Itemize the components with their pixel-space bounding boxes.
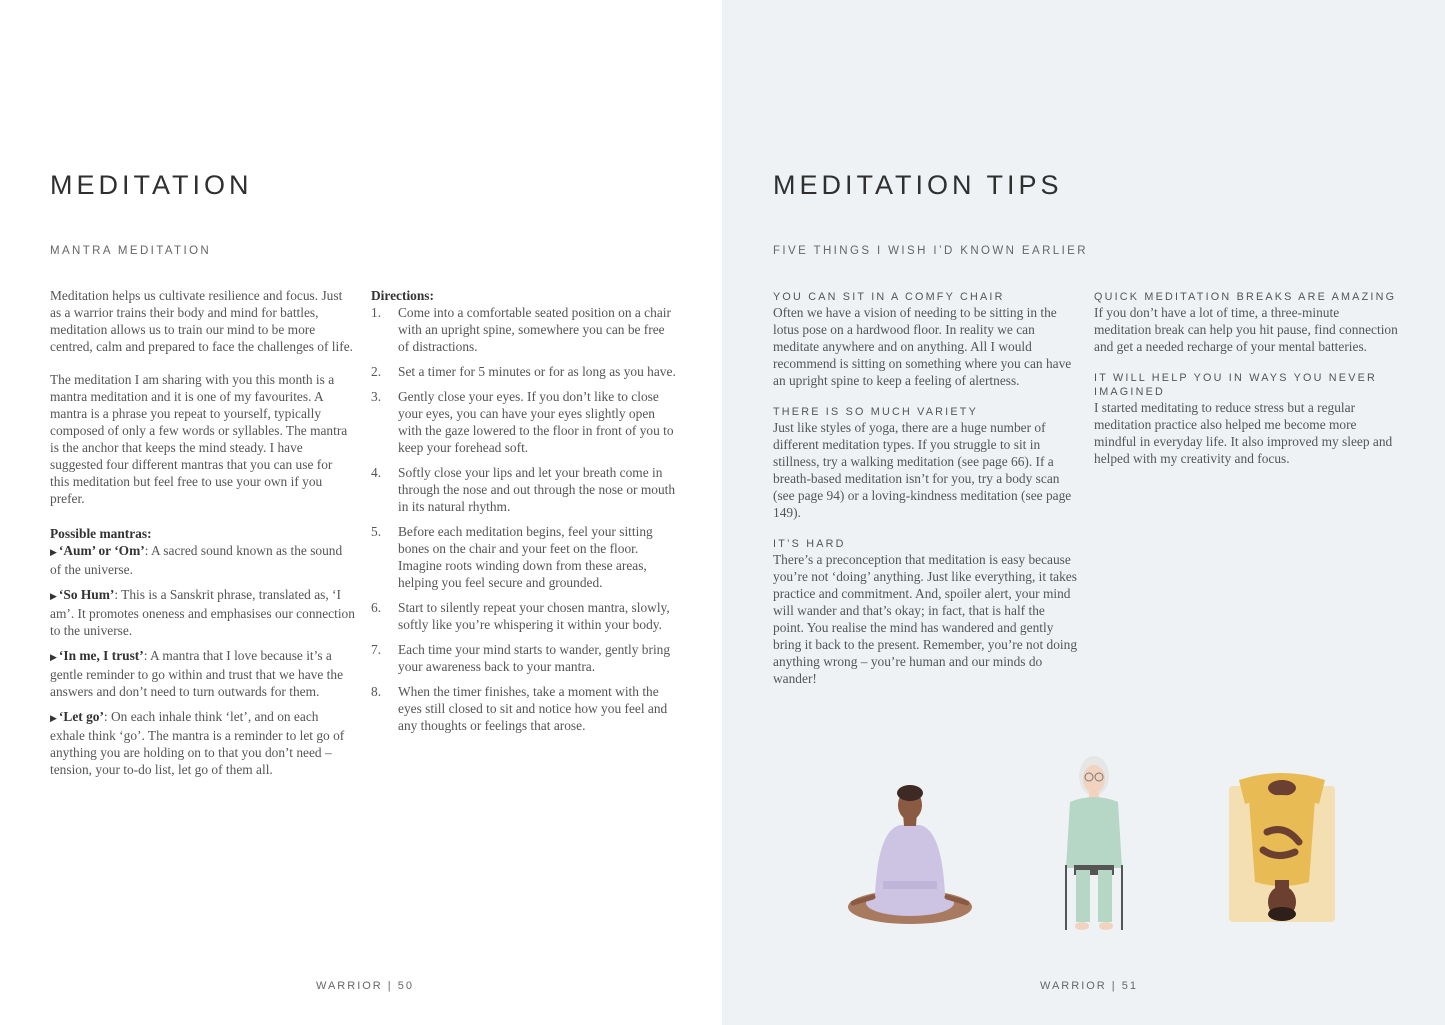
tips-column-1 — [773, 290, 1078, 703]
mantra-text: : A mantra that I love because it’s a gentle reminder to go within and trust that we have the answers and don’t need to turn outwards for them. — [50, 648, 344, 699]
direction-step — [371, 599, 676, 633]
mantra-text: : A sacred sound known as the sound of the universe. — [50, 543, 343, 577]
page-footer: WARRIOR | 50 — [316, 980, 414, 992]
directions-list — [371, 304, 676, 734]
tip-body: Just like styles of yoga, there are a huge number of different meditation types. If you struggle to sit in stillness, try a walking meditation (see page 66). If a breath-based meditation isn’t for you, try a body scan (see page 94) or a loving-kindness meditation (see page 149). — [773, 420, 1072, 520]
right-page — [722, 0, 1445, 1025]
mantra-text: : This is a Sanskrit phrase, translated as, ‘I am’. It promotes oneness and emphasises our connection to the universe. — [50, 587, 355, 638]
mantras-heading: Possible mantras: — [50, 526, 152, 541]
step-text: Softly close your lips and let your breath come in through the nose and out through the nose or mouth in its natural rhythm. — [398, 465, 676, 514]
mantra-name: ‘Aum’ or ‘Om’ — [58, 543, 145, 558]
step-number: 8. — [371, 684, 382, 699]
directions-heading: Directions: — [371, 288, 434, 303]
tip-heading: THERE IS SO MUCH VARIETY — [773, 406, 978, 418]
page-title: MEDITATION TIPS — [773, 170, 1063, 200]
direction-step — [371, 641, 676, 675]
direction-step — [371, 363, 676, 380]
step-text: Come into a comfortable seated position on a chair with an upright spine, somewhere you can be free of distractions. — [398, 305, 671, 354]
directions-column — [371, 287, 676, 742]
chair-seated-illustration — [1060, 750, 1130, 935]
step-text: When the timer finishes, take a moment with the eyes still closed to sit and notice how you feel and any thoughts or feelings that arose. — [398, 684, 668, 733]
tip-block — [1094, 290, 1399, 355]
triangle-bullet-icon: ▶ — [50, 547, 57, 557]
page-subtitle: FIVE THINGS I WISH I’D KNOWN EARLIER — [773, 245, 1088, 257]
mantra-item — [50, 708, 355, 778]
triangle-bullet-icon: ▶ — [50, 652, 57, 662]
tip-body: I started meditating to reduce stress but a regular meditation practice also helped me become more mindful in everyday life. It also improved my sleep and helped with my creativity and focus. — [1094, 400, 1393, 466]
direction-step — [371, 304, 676, 355]
tip-heading: YOU CAN SIT IN A COMFY CHAIR — [773, 291, 1005, 303]
mantra-name: ‘Let go’ — [58, 709, 104, 724]
step-text: Gently close your eyes. If you don’t like to close your eyes, you can have your eyes slightly open with the gaze lowered to the floor in front of you to keep your forehead soft. — [398, 389, 674, 455]
step-number: 1. — [371, 305, 382, 320]
mantra-text: : On each inhale think ‘let’, and on each exhale think ‘go’. The mantra is a reminder to let go of anything you are holding on to that you don’t need – tension, your to-do list, let go of them all. — [50, 709, 345, 777]
tip-heading: IT WILL HELP YOU IN WAYS YOU NEVER IMAGINED — [1094, 372, 1377, 398]
triangle-bullet-icon: ▶ — [50, 713, 57, 723]
tip-block — [773, 290, 1078, 389]
tip-block — [773, 405, 1078, 521]
lying-pose-illustration — [1227, 772, 1337, 924]
intro-paragraph: Meditation helps us cultivate resilience and focus. Just as a warrior trains their body and mind for battles, meditation allows us to train our mind to be more centred, calm and prepared to face the challenges of life. — [50, 288, 353, 354]
tip-heading: IT’S HARD — [773, 538, 846, 550]
lotus-pose-illustration — [845, 785, 975, 930]
intro-paragraph: The meditation I am sharing with you this month is a mantra meditation and it is one of my favourites. A mantra is a phrase you repeat to yourself, typically composed of only a few words or syllables. The mantra is the anchor that keeps the mind steady. I have suggested four different mantras that you can use for this meditation but feel free to use your own if you prefer. — [50, 372, 348, 506]
step-number: 2. — [371, 364, 382, 379]
step-text: Set a timer for 5 minutes or for as long as you have. — [398, 364, 676, 379]
step-number: 6. — [371, 600, 382, 615]
tips-column-2 — [1094, 290, 1399, 483]
tip-body: If you don’t have a lot of time, a three-minute meditation break can help you hit pause, find connection and get a needed recharge of your mental batteries. — [1094, 305, 1398, 354]
mantra-name: ‘In me, I trust’ — [58, 648, 144, 663]
direction-step — [371, 464, 676, 515]
tip-heading: QUICK MEDITATION BREAKS ARE AMAZING — [1094, 291, 1397, 303]
tip-body: Often we have a vision of needing to be sitting in the lotus pose on a hardwood floor. In reality we can meditate anywhere and on anything. All I would recommend is sitting on something where you can have an upright spine to keep a feeling of alertness. — [773, 305, 1072, 388]
step-text: Start to silently repeat your chosen mantra, slowly, softly like you’re whispering it within your body. — [398, 600, 670, 632]
step-number: 3. — [371, 389, 382, 404]
direction-step — [371, 523, 676, 591]
page-footer: WARRIOR | 51 — [1040, 980, 1138, 992]
tip-block — [773, 537, 1078, 687]
step-number: 7. — [371, 642, 382, 657]
tip-block — [1094, 371, 1399, 467]
left-page — [0, 0, 722, 1025]
step-text: Before each meditation begins, feel your sitting bones on the chair and your feet on the floor. Imagine roots winding down from these areas, helping you feel secure and grounded. — [398, 524, 653, 590]
triangle-bullet-icon: ▶ — [50, 591, 57, 601]
step-number: 5. — [371, 524, 382, 539]
mantra-item — [50, 542, 355, 578]
direction-step — [371, 683, 676, 734]
tip-body: There’s a preconception that meditation is easy because you’re not ‘doing’ anything. Just like everything, it takes practice and commitment. And, spoiler alert, your mind will wander and that’s okay; in fact, that is half the point. You realise the mind has wandered and gently bring it back to the present. Remember, you’re not doing anything wrong – you’re human and our minds do wander! — [773, 552, 1078, 686]
mantra-item — [50, 586, 355, 639]
step-text: Each time your mind starts to wander, gently bring your awareness back to your mantra. — [398, 642, 671, 674]
mantra-item — [50, 647, 355, 700]
page-title: MEDITATION — [50, 170, 253, 200]
step-number: 4. — [371, 465, 382, 480]
intro-column — [50, 287, 355, 786]
page-subtitle: MANTRA MEDITATION — [50, 245, 212, 257]
direction-step — [371, 388, 676, 456]
mantra-name: ‘So Hum’ — [58, 587, 115, 602]
